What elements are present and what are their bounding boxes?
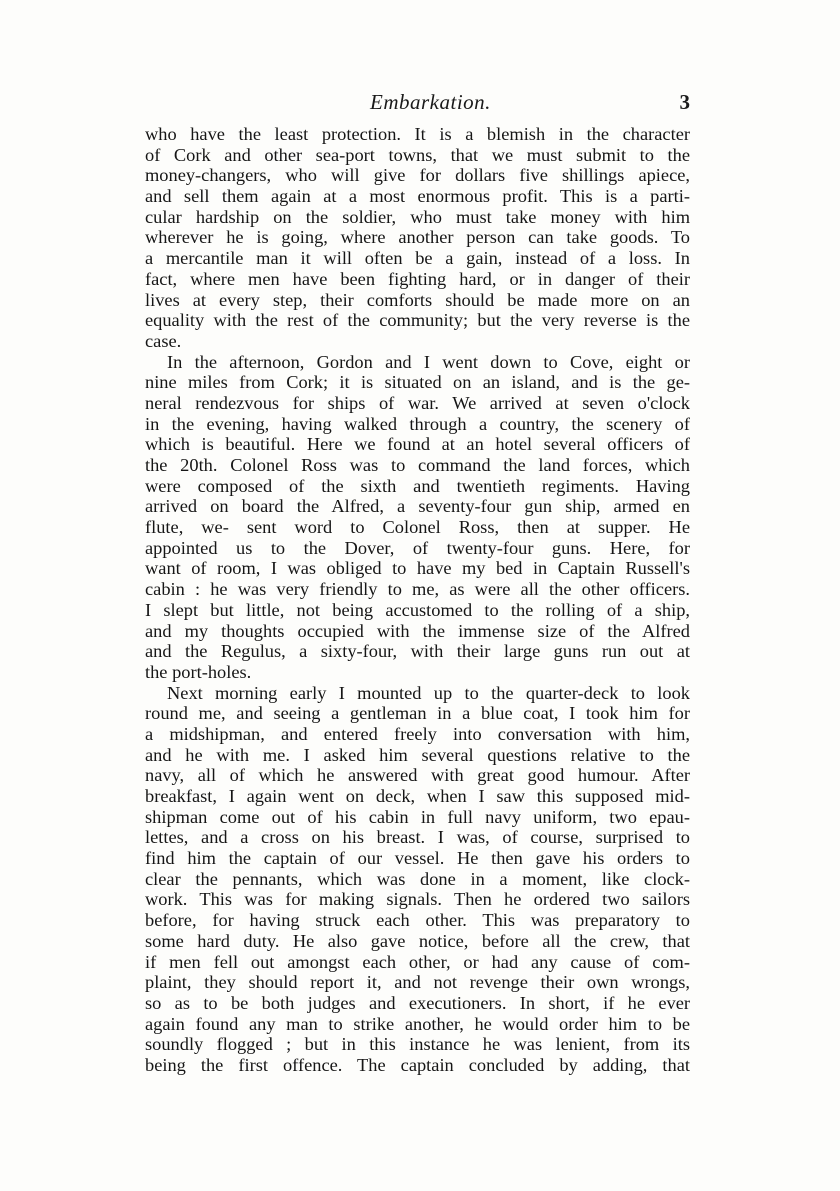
text-line: plaint, they should report it, and not revenge their own wrongs, <box>145 972 690 993</box>
text-line: soundly flogged ; but in this instance he was lenient, from its <box>145 1034 690 1055</box>
text-line: the port-holes. <box>145 661 252 682</box>
text-line: again found any man to strike another, he would order him to be <box>145 1013 690 1034</box>
text-line: fact, where men have been fighting hard, or in danger of their <box>145 268 690 289</box>
text-line: a mercantile man it will often be a gain, instead of a loss. In <box>145 248 690 269</box>
text-line: a midshipman, and entered freely into conversation with him, <box>145 723 690 744</box>
text-line: shipman come out of his cabin in full navy uniform, two epau- <box>145 806 690 827</box>
text-line: the 20th. Colonel Ross was to command the land forces, which <box>145 455 690 475</box>
text-line: being the first offence. The captain concluded by adding, that <box>145 1054 690 1075</box>
text-line: lettes, and a cross on his breast. I was, of course, surprised to <box>145 827 690 848</box>
text-line: and he with me. I asked him several questions relative to the <box>145 744 690 765</box>
text-line: were composed of the sixth and twentieth regiments. Having <box>145 475 690 496</box>
text-line: appointed us to the Dover, of twenty-four guns. Here, for <box>145 537 690 558</box>
text-line: want of room, I was obliged to have my bed in Captain Russell's <box>145 558 690 579</box>
text-line: of Cork and other sea-port towns, that we must submit to the <box>145 144 690 165</box>
text-line: some hard duty. He also gave notice, before all the crew, that <box>145 930 690 951</box>
page-number: 3 <box>679 90 690 114</box>
text-line: arrived on board the Alfred, a seventy-four gun ship, armed en <box>145 496 690 517</box>
text-line: before, for having struck each other. This was preparatory to <box>145 910 690 931</box>
text-line: In the afternoon, Gordon and I went down to Cove, eight or <box>167 351 690 372</box>
text-line: cabin : he was very friendly to me, as were all the other officers. <box>145 579 690 600</box>
text-line: nine miles from Cork; it is situated on an island, and is the ge- <box>145 372 690 393</box>
text-line: lives at every step, their comforts should be made more on an <box>145 289 690 310</box>
text-line: if men fell out amongst each other, or had any cause of com- <box>145 951 690 972</box>
text-line: clear the pennants, which was done in a moment, like clock- <box>145 868 690 889</box>
text-line: who have the least protection. It is a blemish in the character <box>145 124 690 144</box>
text-line: work. This was for making signals. Then he ordered two sailors <box>145 889 690 910</box>
text-line: neral rendezvous for ships of war. We arrived at seven o'clock <box>145 392 690 413</box>
text-line: Next morning early I mounted up to the quarter-deck to look <box>167 682 690 703</box>
page-header <box>145 90 690 120</box>
text-line: I slept but little, not being accustomed to the rolling of a ship, <box>145 599 690 620</box>
text-line: which is beautiful. Here we found at an hotel several officers of <box>145 434 690 455</box>
text-line: breakfast, I again went on deck, when I saw this supposed mid- <box>145 786 690 806</box>
text-line: so as to be both judges and executioners. In short, if he ever <box>145 992 690 1013</box>
text-line: in the evening, having walked through a country, the scenery of <box>145 413 690 434</box>
text-line: case. <box>145 330 182 351</box>
text-line: equality with the rest of the community; but the very reverse is the <box>145 310 690 331</box>
text-line: wherever he is going, where another person can take goods. To <box>145 227 690 248</box>
text-line: round me, and seeing a gentleman in a blue coat, I took him for <box>145 703 690 724</box>
text-line: cular hardship on the soldier, who must take money with him <box>145 206 690 227</box>
text-line: find him the captain of our vessel. He then gave his orders to <box>145 848 690 869</box>
text-line: flute, we- sent word to Colonel Ross, then at supper. He <box>145 517 690 538</box>
running-head: Embarkation. <box>370 90 491 114</box>
body-text <box>145 124 690 1076</box>
text-line: and sell them again at a most enormous profit. This is a parti- <box>145 186 690 207</box>
text-line: money-changers, who will give for dollars five shillings apiece, <box>145 165 690 186</box>
text-line: and my thoughts occupied with the immense size of the Alfred <box>145 620 690 641</box>
text-line: and the Regulus, a sixty-four, with their large guns run out at <box>145 641 690 662</box>
text-line: navy, all of which he answered with great good humour. After <box>145 765 690 786</box>
